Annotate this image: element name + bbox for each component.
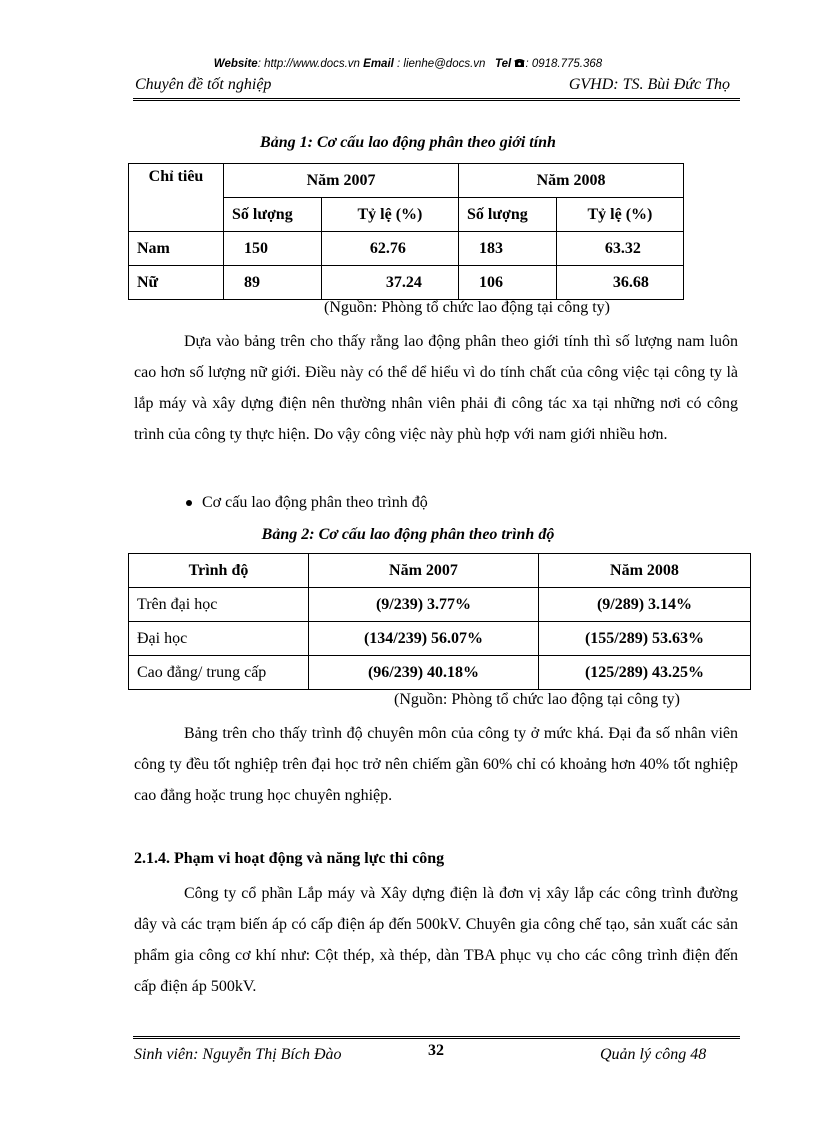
table-row (129, 232, 684, 266)
row-label: Trên đại học (129, 588, 309, 622)
tel-value: : 0918.775.368 (525, 58, 603, 70)
header-advisor: GVHD: TS. Bùi Đức Thọ (568, 76, 730, 93)
row-label: Đại học (129, 622, 309, 656)
education-table (128, 553, 751, 690)
paragraph-2 (134, 718, 738, 811)
table1-year: Năm 2007 (224, 164, 459, 198)
table-row (129, 622, 751, 656)
website-line (0, 58, 816, 70)
paragraph-text: Dựa vào bảng trên cho thấy rằng lao động phân theo giới tính thì số lượng nam luôn cao hơn số lượng nữ giới. Điều này có thể dể hiểu vì do tính chất của công việc tại công ty là lắp máy và xây dựng điện nên thường nhân viên phải đi công tác xa tại những nơi có công trình của công ty thực hiện. Do vậy công việc này phù hợp với nam giới nhiều hơn. (134, 333, 738, 443)
bullet-item (186, 494, 428, 512)
footer-class: Quản lý công 48 (600, 1046, 707, 1063)
section-heading: 2.1.4. Phạm vi hoạt động và năng lực thi công (134, 850, 445, 867)
table-row (129, 266, 684, 300)
table2-header: Năm 2008 (539, 554, 751, 588)
cell: 62.76 (321, 232, 458, 266)
bullet-dot-icon (186, 500, 192, 506)
phone-icon (514, 58, 525, 68)
row-label: Nam (129, 232, 224, 266)
gender-table (128, 163, 684, 300)
cell: (96/239) 40.18% (309, 656, 539, 690)
cell: 63.32 (556, 232, 683, 266)
table2-caption: Bảng 2: Cơ cấu lao động phân theo trình độ (261, 526, 555, 543)
table1-year: Năm 2008 (459, 164, 684, 198)
tel-label: Tel (495, 58, 512, 70)
cell: 37.24 (321, 266, 458, 300)
cell: (155/289) 53.63% (539, 622, 751, 656)
footer-student: Sinh viên: Nguyễn Thị Bích Đào (134, 1046, 342, 1063)
cell: 36.68 (556, 266, 683, 300)
table1-subheader: Số lượng (224, 198, 322, 232)
page-header (133, 76, 740, 101)
footer-divider (133, 1036, 740, 1039)
email-label: Email (363, 58, 394, 70)
row-label: Cao đẳng/ trung cấp (129, 656, 309, 690)
cell: 183 (459, 232, 557, 266)
paragraph-text: Bảng trên cho thấy trình độ chuyên môn của công ty ở mức khá. Đại đa số nhân viên công ty đều tốt nghiệp trên đại học trở nên chiếm gần 60% chỉ có khoảng hơn 40% tốt nghiệp cao đẳng hoặc trung học chuyên nghiệp. (134, 725, 738, 804)
table2-source: (Nguồn: Phòng tổ chức lao động tại công ty) (394, 691, 680, 708)
cell: (9/239) 3.77% (309, 588, 539, 622)
cell: 150 (224, 232, 322, 266)
website-label: Website (213, 58, 258, 70)
table-row (129, 588, 751, 622)
email-value: : lienhe@docs.vn (393, 58, 486, 70)
cell: 89 (224, 266, 322, 300)
cell: 106 (459, 266, 557, 300)
table1-corner: Chỉ tiêu (129, 164, 224, 232)
table1-source: (Nguồn: Phòng tổ chức lao động tại công ty) (324, 299, 610, 316)
table2-header: Trình độ (129, 554, 309, 588)
cell: (125/289) 43.25% (539, 656, 751, 690)
cell: (9/289) 3.14% (539, 588, 751, 622)
cell: (134/239) 56.07% (309, 622, 539, 656)
website-url: : http://www.docs.vn (257, 58, 360, 70)
paragraph-3 (134, 878, 738, 1002)
bullet-text: Cơ cấu lao động phân theo trình độ (202, 494, 428, 511)
table1-subheader: Tỷ lệ (%) (321, 198, 458, 232)
table1-subheader: Số lượng (459, 198, 557, 232)
table-row (129, 656, 751, 690)
header-title: Chuyên đề tốt nghiệp (135, 76, 272, 93)
page-number: 32 (428, 1042, 444, 1059)
paragraph-text: Công ty cổ phần Lắp máy và Xây dựng điện là đơn vị xây lắp các công trình đường dây và các trạm biến áp có cấp điện áp đến 500kV. Chuyên gia công chế tạo, sản xuất các sản phẩm gia công cơ khí như: Cột thép, xà thép, dàn TBA phục vụ cho các công trình điện đến cấp điện áp 500kV. (134, 885, 738, 995)
table2-header: Năm 2007 (309, 554, 539, 588)
row-label: Nữ (129, 266, 224, 300)
paragraph-1 (134, 326, 738, 450)
table1-subheader: Tỷ lệ (%) (556, 198, 683, 232)
table1-caption: Bảng 1: Cơ cấu lao động phân theo giới tính (260, 134, 556, 151)
